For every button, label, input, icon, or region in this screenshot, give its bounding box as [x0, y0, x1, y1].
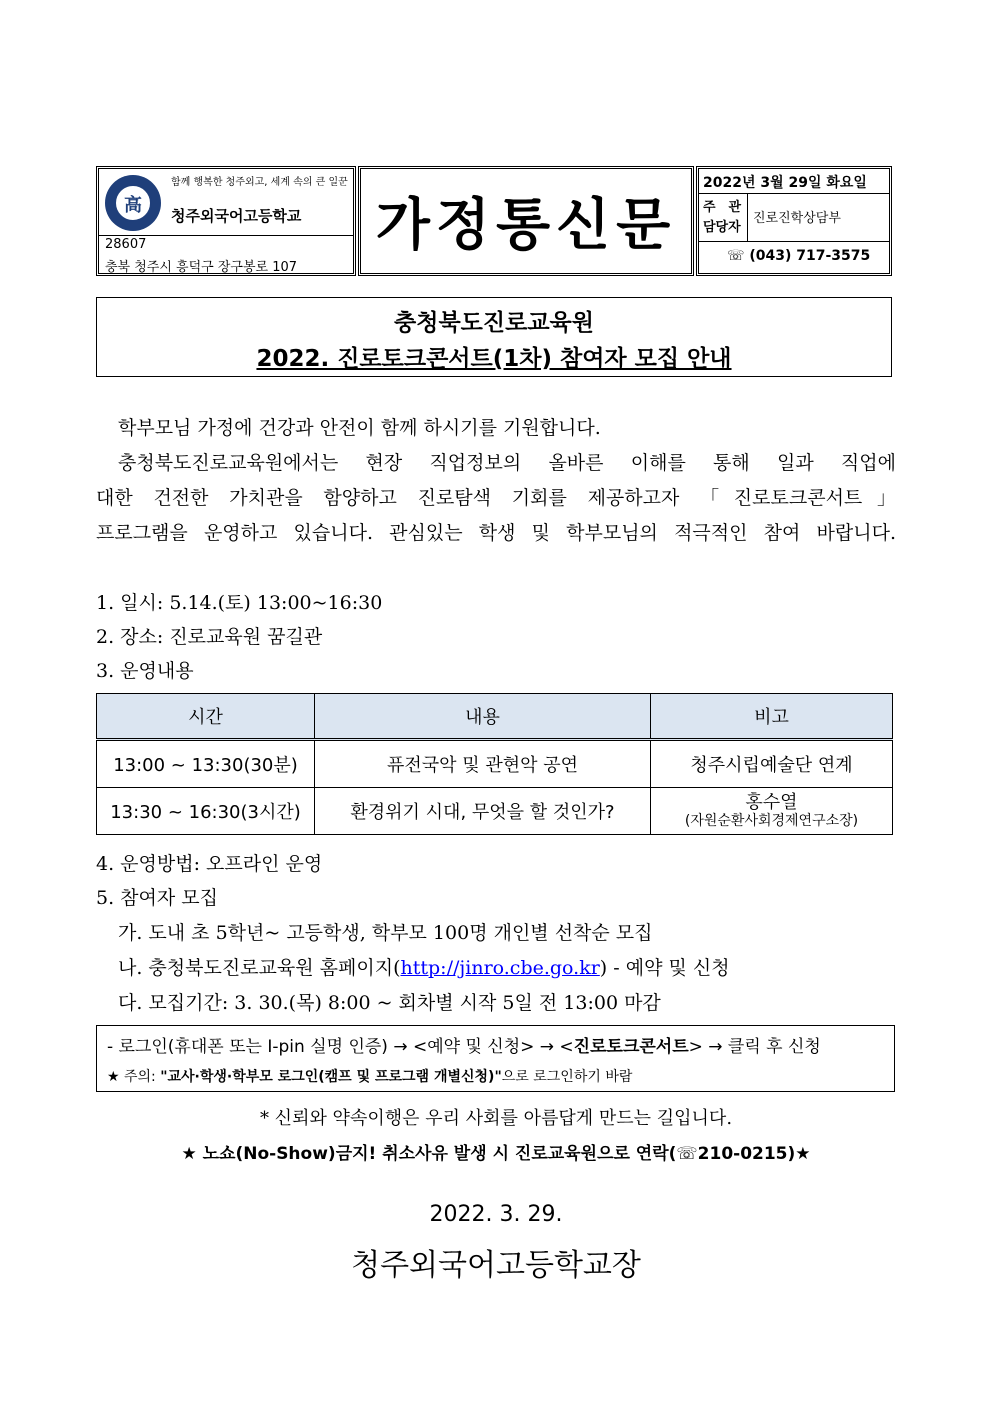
recruit-target: 가. 도내 초 5학년~ 고등학생, 학부모 100명 개인별 선착순 모집 — [118, 922, 653, 944]
item-location: 2. 장소: 진로교육원 꿈길관 — [96, 626, 323, 648]
school-slogan: 함께 행복한 청주외고, 세계 속의 큰 일꾼 — [171, 177, 348, 188]
item-method: 4. 운영방법: 오프라인 운영 — [96, 853, 323, 875]
trust-message: * 신뢰와 약속이행은 우리 사회를 아름답게 만드는 길입니다. — [259, 1108, 733, 1129]
homepage-link[interactable]: http://jinro.cbe.go.kr — [400, 957, 600, 979]
col-content: 내용 — [315, 694, 651, 740]
row-note: 홍수열 — [745, 792, 798, 813]
intro-line-1: 충청북도진로교육원에서는 현장 직업정보의 올바른 이해를 통해 일과 직업에 — [118, 452, 896, 474]
row-note-cell — [651, 788, 893, 835]
department: 진로진학상담부 — [753, 211, 841, 226]
row-note-sub: (자원순환사회경제연구소장) — [684, 813, 859, 829]
table-row — [97, 740, 893, 788]
greeting: 학부모님 가정에 건강과 안전이 함께 하시기를 기원합니다. — [118, 417, 601, 439]
contact-phone: ☏ (043) 717-3575 — [727, 248, 871, 264]
recruit-period: 다. 모집기간: 3. 30.(목) 8:00 ~ 회차별 시작 5일 전 13:00 마감 — [118, 992, 661, 1014]
notice-subject: 2022. 진로토크콘서트(1차) 참여자 모집 안내 — [256, 346, 732, 372]
intro-line-2: 대한 건전한 가치관을 함양하고 진로탐색 기회를 제공하고자 「진로토크콘서트」 — [96, 487, 896, 509]
title-box — [358, 166, 694, 276]
row-note: 청주시립예술단 연계 — [651, 740, 893, 788]
letter-header — [96, 166, 892, 276]
row-time: 13:00 ~ 13:30(30분) — [97, 740, 315, 788]
postal-code: 28607 — [105, 237, 147, 252]
login-instructions-box — [96, 1025, 895, 1092]
col-note: 비고 — [651, 694, 893, 740]
intro-line-3: 프로그램을 운영하고 있습니다. 관심있는 학생 및 학부모님의 적극적인 참여 바랍니다. — [96, 522, 896, 544]
issue-date: 2022년 3월 29일 화요일 — [703, 175, 867, 191]
school-address: 충북 청주시 흥덕구 장구봉로 107 — [105, 260, 298, 275]
principal-signature: 청주외국어고등학교장 — [351, 1248, 641, 1283]
notice-title-box — [96, 297, 892, 377]
row-content: 퓨전국악 및 관현악 공연 — [315, 740, 651, 788]
item-schedule: 1. 일시: 5.14.(토) 13:00~16:30 — [96, 592, 383, 614]
notice-org: 충청북도진로교육원 — [394, 310, 594, 336]
school-name: 청주외국어고등학교 — [171, 207, 302, 225]
program-table — [96, 693, 893, 835]
item-program: 3. 운영내용 — [96, 660, 194, 682]
doc-title: 가정통신문 — [375, 193, 677, 258]
table-header-row — [97, 694, 893, 740]
date-box — [696, 166, 892, 276]
issue-date-footer: 2022. 3. 29. — [429, 1202, 563, 1227]
row-content: 환경위기 시대, 무엇을 할 것인가? — [315, 788, 651, 835]
login-steps: - 로그인(휴대폰 또는 I-pin 실명 인증) → <예약 및 신청> → <진로토크콘서트> → 클릭 후 신청 — [107, 1037, 821, 1057]
row-time: 13:30 ~ 16:30(3시간) — [97, 788, 315, 835]
item-recruit: 5. 참여자 모집 — [96, 887, 218, 909]
school-logo-icon: 高 — [105, 175, 161, 231]
no-show-warning: ★ 노쇼(No-Show)금지! 취소사유 발생 시 진로교육원으로 연락(☏210-0215)★ — [181, 1144, 811, 1164]
host-label: 주 관 — [703, 200, 742, 215]
school-info-box — [96, 166, 356, 276]
col-time: 시간 — [97, 694, 315, 740]
table-row — [97, 788, 893, 835]
login-caution: ★ 주의: "교사·학생·학부모 로그인(캠프 및 프로그램 개별신청)"으로 로그인하기 바람 — [107, 1069, 633, 1085]
recruit-method: 나. 충청북도진로교육원 홈페이지(http://jinro.cbe.go.kr) - 예약 및 신청 — [118, 957, 730, 979]
manager-label: 담당자 — [703, 220, 741, 235]
